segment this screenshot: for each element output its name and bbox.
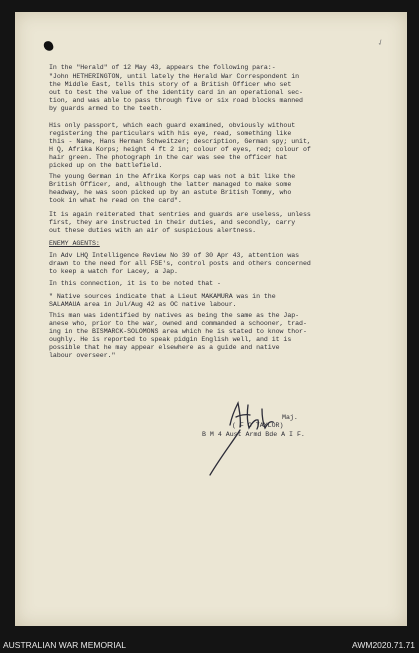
quote-paragraph-2 [49, 122, 379, 171]
quote-paragraph-1 [49, 73, 379, 113]
text-line: His only passport, which each guard examined, obviously without [49, 122, 296, 129]
review-paragraph [49, 252, 379, 276]
text-line: picked up on the battlefield. [49, 162, 163, 170]
text-line: H Q, Afrika Korps; height 4 ft 2 in; colour of eyes, red; colour of [49, 146, 311, 154]
intro-text: In the "Herald" of 12 May 43, appears the following para:- [49, 64, 276, 71]
pencil-mark: ✓ [375, 37, 385, 49]
text-line: anese who, prior to the war, owned and commanded a schooner, trad- [49, 320, 307, 328]
connection-paragraph [49, 280, 379, 288]
text-line: ing in the BISMARCK-SOLOMONS area which he is stated to know thor- [49, 328, 307, 336]
text-line: In Adv LHQ Intelligence Review No 39 of 30 Apr 43, attention was [49, 252, 300, 259]
signatory-name: ( F C TAYLOR) [232, 422, 284, 429]
text-line: tion, and was able to pass through five or six road blocks manned [49, 97, 303, 105]
text-line: registering the particulars with his eye, read, something like [49, 130, 292, 138]
text-line: drawn to the need for all FSE's, control posts and others concerned [49, 260, 311, 268]
text-line: took in what he read on the card". [49, 197, 182, 205]
text-line: first, they are instructed in their duties, and secondly, carry [49, 219, 296, 227]
signatory-rank: Maj. [282, 414, 298, 421]
section-heading: ENEMY AGENTS: [49, 240, 100, 247]
reiterated-paragraph [49, 211, 379, 235]
text-line: This man was identified by natives as being the same as the Jap- [49, 312, 300, 319]
text-line: " Native sources indicate that a Lieut MAKAMURA was in the [49, 293, 276, 300]
text-line: to keep a watch for Lacey, a Jap. [49, 268, 178, 276]
text-line: oughly. He is reported to speak pidgin English well, and it is [49, 336, 292, 344]
text-line: British Officer, and, although the latter managed to make some [49, 181, 292, 189]
text-line: hair green. The photograph in the car was see the officer hat [49, 154, 288, 162]
identified-paragraph [49, 312, 379, 361]
text-line: possible that he may appear elsewhere as a guide and native [49, 344, 280, 352]
text-line: SALAMAUA area in Jul/Aug 42 as OC native labour. [49, 301, 237, 309]
text-line: "John HETHERINGTON, until lately the Herald War Correspondent in [49, 73, 300, 80]
text-line: In this connection, it is to be noted that - [49, 280, 221, 287]
footer-institution: AUSTRALIAN WAR MEMORIAL [3, 640, 126, 650]
footer-accession-number: AWM2020.71.71 [352, 640, 415, 650]
archive-footer [0, 637, 419, 653]
enemy-agents-section [49, 240, 379, 248]
text-line: It is again reiterated that sentries and guards are useless, unless [49, 211, 311, 218]
quote-paragraph-3 [49, 173, 379, 205]
native-sources-paragraph [49, 293, 379, 309]
text-line: The young German in the Afrika Korps cap was not a bit like the [49, 173, 296, 180]
punch-hole [43, 40, 55, 52]
text-line: out to test the value of the identity card in an operational sec- [49, 89, 303, 97]
signature-block [200, 395, 390, 485]
handwritten-signature [200, 395, 320, 485]
text-line: by guards armed to the teeth. [49, 105, 163, 113]
text-line: the Middle East, tells this story of a British Officer who set [49, 81, 292, 89]
text-line: this - Name, Hans Herman Schweitzer; description, German spy; unit, [49, 138, 311, 146]
intro-line [49, 64, 379, 72]
signatory-appointment: B M 4 Aust Armd Bde A I F. [202, 431, 305, 438]
text-line: headway, he was soon picked up by an astute British Tommy, who [49, 189, 292, 197]
text-line: labour overseer." [49, 352, 116, 360]
text-line: out these duties with an air of suspicious alertness. [49, 227, 257, 235]
